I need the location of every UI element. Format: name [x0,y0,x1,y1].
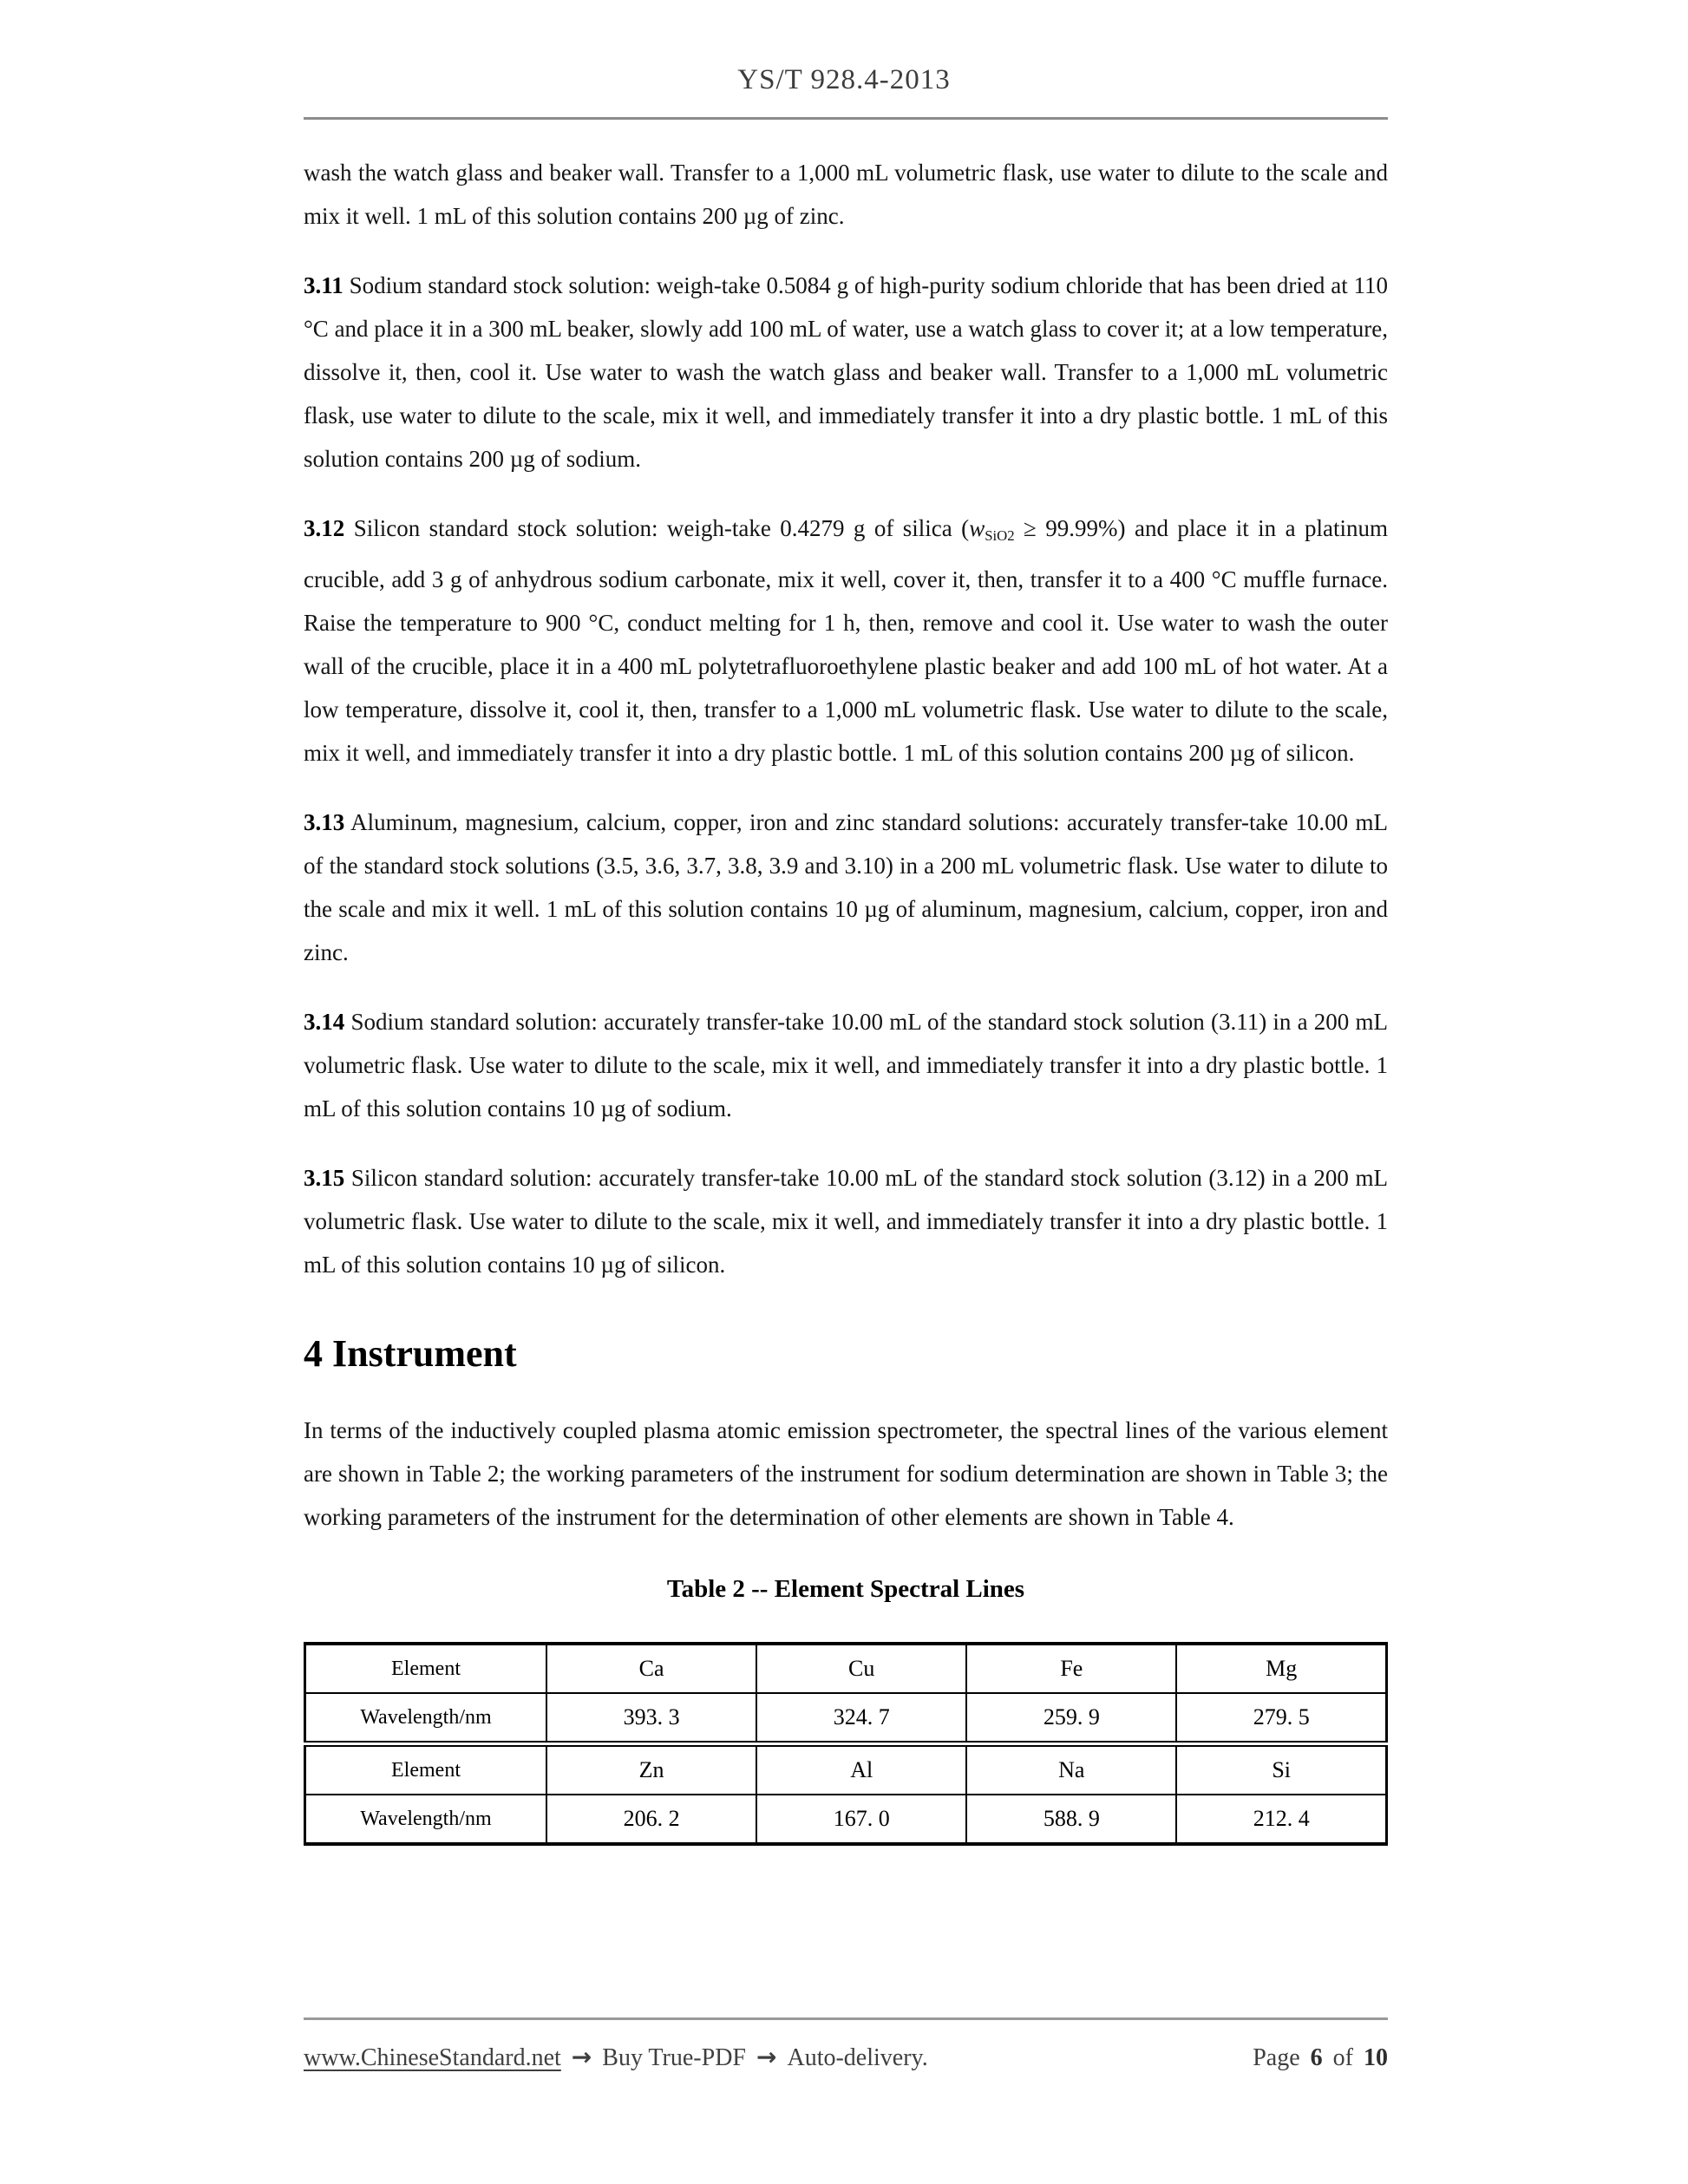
standard-number-header: YS/T 928.4-2013 [737,64,951,95]
table-cell: 279. 5 [1176,1693,1386,1744]
chinesestandard-link[interactable]: www.ChineseStandard.net [304,2044,561,2071]
table-cell: 324. 7 [756,1693,966,1744]
header-divider [304,117,1388,120]
table-cell: Wavelength/nm [305,1693,547,1744]
table-row-wavelength-group-1 [305,1693,1387,1744]
table-2-caption: Table 2 -- Element Spectral Lines [666,1575,1025,1604]
table-cell: Wavelength/nm [305,1795,547,1844]
section-4-intro: In terms of the inductively coupled plasma atomic emission spectrometer, the spectral lines of the various element are shown in Table 2; the working parameters of the instrument for sodium determination are shown in Table 3; the working parameters of the instrument for the determination of other elements are shown in Table 4. [304,1417,1388,1531]
page-number-indicator [1253,2044,1388,2072]
section-number-3-15: 3.15 [304,1165,345,1192]
section-number-3-13: 3.13 [304,809,345,836]
table-cell: Cu [756,1644,966,1693]
footer-source-line [304,2043,928,2072]
arrow-right-icon: → [571,2043,592,2071]
paragraph-text: Silicon standard solution: accurately transfer-take 10.00 mL of the standard stock solution (3.12) in a 200 mL volumetric flask. Use water to dilute to the scale, mix it well, and immediately transfer it into a dry plastic bottle. 1 mL of this solution contains 10 µg of silicon. [304,1165,1389,1278]
section-number-3-11: 3.11 [304,272,343,298]
paragraph-3-15 [304,1156,1388,1286]
total-page-number: 10 [1364,2044,1388,2071]
of-word: of [1332,2044,1353,2071]
table-cell: Element [305,1744,547,1795]
paragraph-zinc-continuation: wash the watch glass and beaker wall. Transfer to a 1,000 mL volumetric flask, use water to dilute to the scale and mix it well. 1 mL of this solution contains 200 µg of zinc. [304,160,1388,229]
section-number-3-12: 3.12 [304,515,345,541]
current-page-number: 6 [1310,2044,1323,2071]
table-row-element-group-1 [305,1644,1387,1693]
paragraph-3-12 [304,507,1388,775]
table-cell: 167. 0 [756,1795,966,1844]
paragraph-3-11 [304,264,1388,481]
footer-buy-text: Buy True-PDF [602,2044,746,2071]
table-cell: Element [305,1644,547,1693]
table-cell: Si [1176,1744,1386,1795]
subscript-sio2: SiO2 [985,527,1015,545]
page-footer [304,2017,1388,2072]
variable-w: w [969,515,985,541]
table-cell: 206. 2 [546,1795,756,1844]
page-word: Page [1253,2044,1300,2071]
footer-row [304,2043,1388,2072]
paragraph-3-13 [304,801,1388,974]
page-content [304,117,1388,1846]
footer-divider [304,2017,1388,2020]
table-cell: Ca [546,1644,756,1693]
paragraph-text: Sodium standard solution: accurately transfer-take 10.00 mL of the standard stock solution (3.11) in a 200 mL volumetric flask. Use water to dilute to the scale, mix it well, and immediately transfer it into a dry plastic bottle. 1 mL of this solution contains 10 µg of sodium. [304,1009,1389,1122]
section-number-3-14: 3.14 [304,1009,345,1036]
element-spectral-lines-table [304,1642,1388,1846]
paragraph-3-14 [304,1000,1388,1130]
table-row-wavelength-group-2 [305,1795,1387,1844]
table-cell: 212. 4 [1176,1795,1386,1844]
paragraph-text-segment-1: Silicon standard stock solution: weigh-take 0.4279 g of silica ( [353,515,970,541]
table-cell: Fe [966,1644,1176,1693]
arrow-right-icon: → [756,2043,777,2071]
table-cell: 588. 9 [966,1795,1176,1844]
table-row-element-group-2 [305,1744,1387,1795]
paragraph-text-segment-2: ≥ 99.99%) and place it in a platinum crucible, add 3 g of anhydrous sodium carbonate, mix it well, cover it, then, transfer it to a 400 °C muffle furnace. Raise the temperature to 900 °C, conduct melting for 1 h, then, remove and cool it. Use water to wash the outer wall of the crucible, place it in a 400 mL polytetrafluoroethylene plastic beaker and add 100 mL of hot water. At a low temperature, dissolve it, cool it, then, transfer to a 1,000 mL volumetric flask. Use water to dilute to the scale, mix it well, and immediately transfer it into a dry plastic bottle. 1 mL of this solution contains 200 µg of silicon. [304,515,1389,767]
section-4-heading: 4 Instrument [304,1332,517,1376]
table-cell: Mg [1176,1644,1386,1693]
table-cell: Zn [546,1744,756,1795]
table-cell: Al [756,1744,966,1795]
footer-delivery-text: Auto-delivery. [787,2044,928,2071]
table-cell: 393. 3 [546,1693,756,1744]
table-cell: 259. 9 [966,1693,1176,1744]
paragraph-text: Aluminum, magnesium, calcium, copper, iron and zinc standard solutions: accurately transfer-take 10.00 mL of the standard stock solutions (3.5, 3.6, 3.7, 3.8, 3.9 and 3.10) in a 200 mL volumetric flask. Use water to dilute to the scale and mix it well. 1 mL of this solution contains 10 µg of aluminum, magnesium, calcium, copper, iron and zinc. [304,809,1389,966]
paragraph-text: Sodium standard stock solution: weigh-take 0.5084 g of high-purity sodium chloride that has been dried at 110 °C and place it in a 300 mL beaker, slowly add 100 mL of water, use a watch glass to cover it; at a low temperature, dissolve it, then, cool it. Use water to wash the watch glass and beaker wall. Transfer to a 1,000 mL volumetric flask, use water to dilute to the scale, mix it well, and immediately transfer it into a dry plastic bottle. 1 mL of this solution contains 200 µg of sodium. [304,272,1389,472]
table-cell: Na [966,1744,1176,1795]
